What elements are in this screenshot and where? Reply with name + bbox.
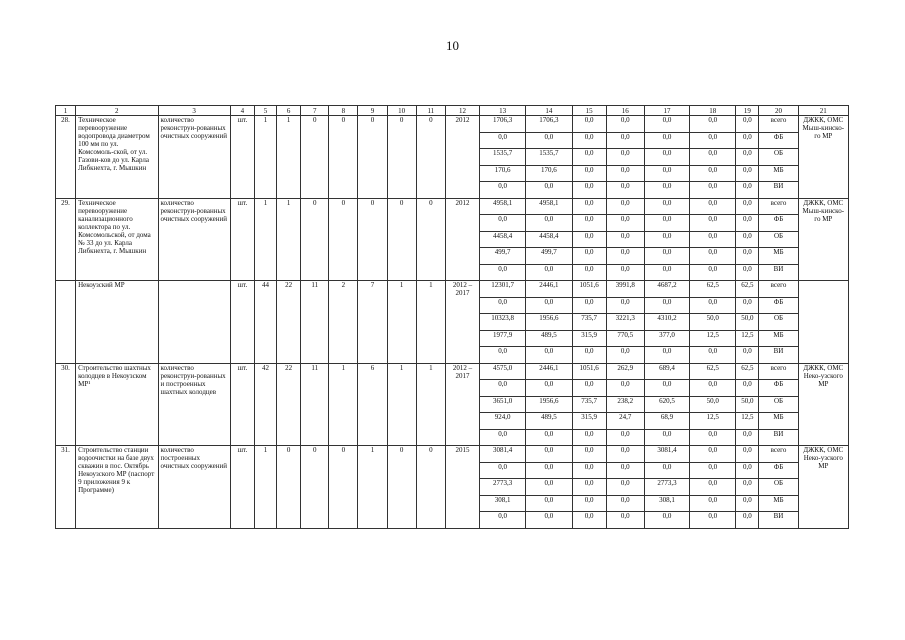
value-cell: 0 — [329, 116, 358, 199]
amount-cell: 0,0 — [526, 429, 572, 446]
amount-cell: 24,7 — [606, 413, 644, 430]
table-row — [56, 116, 849, 133]
amount-cell: 2773,3 — [480, 479, 526, 496]
indicator-name: количество реконструи-рованных очистных сооружений — [158, 198, 230, 281]
amount-cell: 0,0 — [572, 495, 606, 512]
amount-cell: 3081,4 — [480, 446, 526, 463]
amount-cell: 0,0 — [690, 495, 736, 512]
column-number-cell: 16 — [606, 106, 644, 116]
amount-cell: 0,0 — [606, 446, 644, 463]
amount-cell: 0,0 — [644, 297, 689, 314]
funding-source: ВИ — [759, 347, 798, 364]
amount-cell: 0,0 — [572, 215, 606, 232]
column-number-cell: 7 — [301, 106, 329, 116]
amount-cell: 0,0 — [526, 495, 572, 512]
amount-cell: 3651,0 — [480, 396, 526, 413]
table-row — [56, 198, 849, 215]
amount-cell: 924,0 — [480, 413, 526, 430]
amount-cell: 0,0 — [572, 182, 606, 199]
row-number: 31. — [56, 446, 76, 529]
amount-cell: 2446,1 — [526, 281, 572, 298]
amount-cell: 1535,7 — [480, 149, 526, 166]
indicator-name: количество реконструи-рованных и построенных шахтных колодцев — [158, 363, 230, 446]
amount-cell: 0,0 — [644, 347, 689, 364]
amount-cell: 1977,9 — [480, 330, 526, 347]
amount-cell: 68,9 — [644, 413, 689, 430]
value-cell: 0 — [329, 198, 358, 281]
amount-cell: 0,0 — [572, 347, 606, 364]
amount-cell: 2773,3 — [644, 479, 689, 496]
funding-source: ФБ — [759, 380, 798, 397]
amount-cell: 0,0 — [572, 231, 606, 248]
amount-cell: 315,9 — [572, 413, 606, 430]
amount-cell: 689,4 — [644, 363, 689, 380]
amount-cell: 0,0 — [480, 380, 526, 397]
amount-cell: 0,0 — [736, 347, 759, 364]
amount-cell: 0,0 — [572, 446, 606, 463]
amount-cell: 238,2 — [606, 396, 644, 413]
funding-source: МБ — [759, 330, 798, 347]
unit-cell: шт. — [230, 116, 254, 199]
value-cell: 0 — [358, 198, 387, 281]
amount-cell: 0,0 — [736, 462, 759, 479]
column-number-cell: 21 — [798, 106, 848, 116]
item-name: Строительство шахтных колодцев в Некоузском МР¹ — [76, 363, 158, 446]
table-row — [56, 446, 849, 463]
funding-source: МБ — [759, 165, 798, 182]
column-number-cell: 3 — [158, 106, 230, 116]
amount-cell: 308,1 — [644, 495, 689, 512]
amount-cell: 0,0 — [644, 182, 689, 199]
amount-cell: 0,0 — [480, 182, 526, 199]
amount-cell: 0,0 — [526, 297, 572, 314]
column-number-cell: 9 — [358, 106, 387, 116]
amount-cell: 0,0 — [526, 479, 572, 496]
amount-cell: 0,0 — [690, 297, 736, 314]
amount-cell: 0,0 — [736, 231, 759, 248]
amount-cell: 0,0 — [736, 495, 759, 512]
funding-source: ВИ — [759, 429, 798, 446]
amount-cell: 489,5 — [526, 413, 572, 430]
value-cell: 1 — [254, 116, 276, 199]
indicator-name — [158, 281, 230, 364]
amount-cell: 0,0 — [572, 149, 606, 166]
amount-cell: 0,0 — [736, 198, 759, 215]
value-cell: 0 — [387, 198, 416, 281]
funding-source: ОБ — [759, 314, 798, 331]
amount-cell: 0,0 — [690, 165, 736, 182]
amount-cell: 0,0 — [572, 380, 606, 397]
column-number-cell: 17 — [644, 106, 689, 116]
amount-cell: 0,0 — [572, 462, 606, 479]
column-number-cell: 14 — [526, 106, 572, 116]
amount-cell: 0,0 — [690, 132, 736, 149]
amount-cell: 620,5 — [644, 396, 689, 413]
amount-cell: 12,5 — [736, 330, 759, 347]
amount-cell: 0,0 — [606, 495, 644, 512]
amount-cell: 12,5 — [736, 413, 759, 430]
amount-cell: 0,0 — [572, 479, 606, 496]
amount-cell: 3081,4 — [644, 446, 689, 463]
amount-cell: 0,0 — [690, 198, 736, 215]
amount-cell: 0,0 — [736, 297, 759, 314]
value-cell: 1 — [254, 446, 276, 529]
executor-cell: ДЖКК, ОМС Неко-узского МР — [798, 446, 848, 529]
amount-cell: 0,0 — [644, 512, 689, 529]
amount-cell: 0,0 — [644, 248, 689, 265]
item-name: Некоузский МР — [76, 281, 158, 364]
column-number-cell: 1 — [56, 106, 76, 116]
value-cell: 0 — [416, 116, 445, 199]
amount-cell: 12,5 — [690, 330, 736, 347]
amount-cell: 4958,1 — [526, 198, 572, 215]
amount-cell: 0,0 — [526, 182, 572, 199]
executor-cell: ДЖКК, ОМС Неко-узского МР — [798, 363, 848, 446]
funding-source: ОБ — [759, 149, 798, 166]
value-cell: 1 — [387, 281, 416, 364]
amount-cell: 0,0 — [572, 248, 606, 265]
amount-cell: 0,0 — [526, 347, 572, 364]
amount-cell: 0,0 — [480, 429, 526, 446]
period-cell: 2015 — [445, 446, 479, 529]
amount-cell: 0,0 — [572, 512, 606, 529]
amount-cell: 1706,3 — [480, 116, 526, 133]
amount-cell: 0,0 — [736, 380, 759, 397]
row-number: 30. — [56, 363, 76, 446]
amount-cell: 1706,3 — [526, 116, 572, 133]
amount-cell: 0,0 — [736, 248, 759, 265]
amount-cell: 170,6 — [526, 165, 572, 182]
amount-cell: 770,5 — [606, 330, 644, 347]
funding-source: ОБ — [759, 231, 798, 248]
value-cell: 1 — [254, 198, 276, 281]
funding-source: МБ — [759, 413, 798, 430]
amount-cell: 62,5 — [736, 363, 759, 380]
amount-cell: 0,0 — [606, 182, 644, 199]
executor-cell — [798, 281, 848, 364]
amount-cell: 0,0 — [572, 132, 606, 149]
amount-cell: 0,0 — [606, 248, 644, 265]
row-number: 29. — [56, 198, 76, 281]
amount-cell: 0,0 — [480, 512, 526, 529]
funding-source: ВИ — [759, 512, 798, 529]
amount-cell: 0,0 — [526, 264, 572, 281]
amount-cell: 0,0 — [572, 429, 606, 446]
row-number: 28. — [56, 116, 76, 199]
amount-cell: 1956,6 — [526, 314, 572, 331]
value-cell: 0 — [301, 446, 329, 529]
column-number-cell: 8 — [329, 106, 358, 116]
amount-cell: 62,5 — [690, 363, 736, 380]
amount-cell: 0,0 — [606, 479, 644, 496]
column-number-cell: 20 — [759, 106, 798, 116]
amount-cell: 0,0 — [526, 512, 572, 529]
amount-cell: 0,0 — [606, 215, 644, 232]
value-cell: 22 — [277, 281, 301, 364]
table-body — [56, 106, 849, 529]
funding-source: ВИ — [759, 182, 798, 199]
amount-cell: 0,0 — [526, 132, 572, 149]
amount-cell: 0,0 — [690, 182, 736, 199]
funding-source: всего — [759, 198, 798, 215]
amount-cell: 1535,7 — [526, 149, 572, 166]
amount-cell: 0,0 — [480, 264, 526, 281]
executor-cell: ДЖКК, ОМС Мыш-кинско-го МР — [798, 198, 848, 281]
amount-cell: 735,7 — [572, 396, 606, 413]
unit-cell: шт. — [230, 363, 254, 446]
amount-cell: 0,0 — [606, 264, 644, 281]
amount-cell: 0,0 — [736, 149, 759, 166]
column-number-cell: 5 — [254, 106, 276, 116]
amount-cell: 0,0 — [644, 462, 689, 479]
amount-cell: 0,0 — [480, 347, 526, 364]
page-number: 10 — [446, 38, 459, 53]
value-cell: 0 — [301, 116, 329, 199]
column-number-cell: 10 — [387, 106, 416, 116]
funding-source: ФБ — [759, 215, 798, 232]
amount-cell: 2446,1 — [526, 363, 572, 380]
amount-cell: 0,0 — [606, 297, 644, 314]
amount-cell: 0,0 — [644, 429, 689, 446]
amount-cell: 0,0 — [690, 248, 736, 265]
amount-cell: 0,0 — [690, 462, 736, 479]
column-number-cell: 6 — [277, 106, 301, 116]
amount-cell: 4687,2 — [644, 281, 689, 298]
item-name: Строительство станции водоочистки на базе двух скважин в пос. Октябрь Некоузского МР (паспорт 9 приложения 9 к Программе) — [76, 446, 158, 529]
amount-cell: 0,0 — [606, 116, 644, 133]
amount-cell: 170,6 — [480, 165, 526, 182]
funding-source: ОБ — [759, 479, 798, 496]
value-cell: 2 — [329, 281, 358, 364]
column-number-cell: 4 — [230, 106, 254, 116]
value-cell: 0 — [416, 446, 445, 529]
amount-cell: 0,0 — [736, 165, 759, 182]
row-number — [56, 281, 76, 364]
amount-cell: 0,0 — [644, 149, 689, 166]
amount-cell: 3221,3 — [606, 314, 644, 331]
amount-cell: 0,0 — [736, 429, 759, 446]
amount-cell: 0,0 — [606, 512, 644, 529]
amount-cell: 10323,8 — [480, 314, 526, 331]
amount-cell: 0,0 — [644, 165, 689, 182]
column-number-cell: 2 — [76, 106, 158, 116]
funding-source: всего — [759, 281, 798, 298]
amount-cell: 0,0 — [526, 462, 572, 479]
column-number-cell: 15 — [572, 106, 606, 116]
value-cell: 0 — [416, 198, 445, 281]
period-cell: 2012 – 2017 — [445, 363, 479, 446]
value-cell: 1 — [416, 281, 445, 364]
funding-source: ОБ — [759, 396, 798, 413]
amount-cell: 0,0 — [690, 231, 736, 248]
period-cell: 2012 — [445, 198, 479, 281]
amount-cell: 1956,6 — [526, 396, 572, 413]
amount-cell: 0,0 — [606, 429, 644, 446]
item-name: Техническое перевооружение канализационного коллектора по ул. Комсомольской, от дома № 33 до ул. Карла Либкнехта, г. Мышкин — [76, 198, 158, 281]
indicator-name: количество построенных очистных сооружений — [158, 446, 230, 529]
amount-cell: 1051,6 — [572, 281, 606, 298]
amount-cell: 0,0 — [480, 297, 526, 314]
funding-source: всего — [759, 116, 798, 133]
amount-cell: 3991,8 — [606, 281, 644, 298]
amount-cell: 12,5 — [690, 413, 736, 430]
executor-cell: ДЖКК, ОМС Мыш-кинско-го МР — [798, 116, 848, 199]
amount-cell: 499,7 — [480, 248, 526, 265]
period-cell: 2012 – 2017 — [445, 281, 479, 364]
program-table — [55, 105, 849, 529]
amount-cell: 0,0 — [736, 132, 759, 149]
amount-cell: 0,0 — [690, 380, 736, 397]
amount-cell: 4458,4 — [526, 231, 572, 248]
amount-cell: 62,5 — [736, 281, 759, 298]
amount-cell: 0,0 — [606, 198, 644, 215]
amount-cell: 12301,7 — [480, 281, 526, 298]
amount-cell: 0,0 — [736, 182, 759, 199]
value-cell: 0 — [387, 446, 416, 529]
column-number-cell: 13 — [480, 106, 526, 116]
amount-cell: 0,0 — [572, 198, 606, 215]
funding-source: МБ — [759, 495, 798, 512]
table-row — [56, 281, 849, 298]
amount-cell: 377,0 — [644, 330, 689, 347]
amount-cell: 0,0 — [690, 446, 736, 463]
period-cell: 2012 — [445, 116, 479, 199]
amount-cell: 0,0 — [606, 165, 644, 182]
value-cell: 0 — [277, 446, 301, 529]
amount-cell: 0,0 — [572, 165, 606, 182]
amount-cell: 0,0 — [690, 264, 736, 281]
amount-cell: 0,0 — [690, 116, 736, 133]
value-cell: 1 — [277, 198, 301, 281]
amount-cell: 4310,2 — [644, 314, 689, 331]
amount-cell: 0,0 — [572, 297, 606, 314]
amount-cell: 4458,4 — [480, 231, 526, 248]
amount-cell: 0,0 — [644, 116, 689, 133]
value-cell: 0 — [329, 446, 358, 529]
value-cell: 42 — [254, 363, 276, 446]
amount-cell: 0,0 — [690, 149, 736, 166]
amount-cell: 0,0 — [644, 380, 689, 397]
value-cell: 6 — [358, 363, 387, 446]
amount-cell: 0,0 — [480, 132, 526, 149]
amount-cell: 0,0 — [644, 215, 689, 232]
value-cell: 1 — [329, 363, 358, 446]
amount-cell: 308,1 — [480, 495, 526, 512]
funding-source: всего — [759, 363, 798, 380]
amount-cell: 0,0 — [736, 264, 759, 281]
amount-cell: 0,0 — [736, 512, 759, 529]
amount-cell: 0,0 — [606, 462, 644, 479]
amount-cell: 0,0 — [690, 347, 736, 364]
unit-cell: шт. — [230, 198, 254, 281]
amount-cell: 4575,0 — [480, 363, 526, 380]
value-cell: 0 — [358, 116, 387, 199]
amount-cell: 499,7 — [526, 248, 572, 265]
indicator-name: количество реконструи-рованных очистных сооружений — [158, 116, 230, 199]
amount-cell: 62,5 — [690, 281, 736, 298]
column-number-row — [56, 106, 849, 116]
amount-cell: 50,0 — [736, 314, 759, 331]
value-cell: 22 — [277, 363, 301, 446]
amount-cell: 50,0 — [690, 314, 736, 331]
amount-cell: 0,0 — [690, 215, 736, 232]
amount-cell: 0,0 — [644, 231, 689, 248]
amount-cell: 0,0 — [644, 132, 689, 149]
amount-cell: 0,0 — [606, 380, 644, 397]
column-number-cell: 12 — [445, 106, 479, 116]
amount-cell: 50,0 — [736, 396, 759, 413]
funding-source: ФБ — [759, 132, 798, 149]
amount-cell: 0,0 — [644, 198, 689, 215]
amount-cell: 0,0 — [526, 215, 572, 232]
amount-cell: 0,0 — [606, 132, 644, 149]
amount-cell: 0,0 — [526, 446, 572, 463]
column-number-cell: 18 — [690, 106, 736, 116]
funding-source: ФБ — [759, 462, 798, 479]
column-number-cell: 19 — [736, 106, 759, 116]
value-cell: 11 — [301, 281, 329, 364]
value-cell: 1 — [416, 363, 445, 446]
table-row — [56, 363, 849, 380]
value-cell: 11 — [301, 363, 329, 446]
funding-source: ФБ — [759, 297, 798, 314]
amount-cell: 262,9 — [606, 363, 644, 380]
amount-cell: 0,0 — [606, 231, 644, 248]
amount-cell: 0,0 — [690, 479, 736, 496]
amount-cell: 0,0 — [606, 347, 644, 364]
funding-source: всего — [759, 446, 798, 463]
amount-cell: 0,0 — [690, 429, 736, 446]
funding-source: ВИ — [759, 264, 798, 281]
amount-cell: 0,0 — [736, 215, 759, 232]
amount-cell: 489,5 — [526, 330, 572, 347]
value-cell: 0 — [301, 198, 329, 281]
value-cell: 1 — [358, 446, 387, 529]
amount-cell: 0,0 — [572, 264, 606, 281]
item-name: Техническое перевооружение водопровода диаметром 100 мм по ул. Комсомоль-ской, от ул. Газови-ков до ул. Карла Либкнехта, г. Мышкин — [76, 116, 158, 199]
unit-cell: шт. — [230, 446, 254, 529]
value-cell: 7 — [358, 281, 387, 364]
amount-cell: 4958,1 — [480, 198, 526, 215]
amount-cell: 0,0 — [736, 479, 759, 496]
amount-cell: 0,0 — [572, 116, 606, 133]
amount-cell: 0,0 — [606, 149, 644, 166]
funding-source: МБ — [759, 248, 798, 265]
value-cell: 44 — [254, 281, 276, 364]
column-number-cell: 11 — [416, 106, 445, 116]
amount-cell: 50,0 — [690, 396, 736, 413]
amount-cell: 315,9 — [572, 330, 606, 347]
amount-cell: 0,0 — [480, 215, 526, 232]
value-cell: 1 — [387, 363, 416, 446]
amount-cell: 735,7 — [572, 314, 606, 331]
amount-cell: 0,0 — [480, 462, 526, 479]
amount-cell: 0,0 — [690, 512, 736, 529]
amount-cell: 0,0 — [526, 380, 572, 397]
amount-cell: 0,0 — [736, 446, 759, 463]
value-cell: 1 — [277, 116, 301, 199]
amount-cell: 0,0 — [644, 264, 689, 281]
amount-cell: 0,0 — [736, 116, 759, 133]
value-cell: 0 — [387, 116, 416, 199]
amount-cell: 1051,6 — [572, 363, 606, 380]
unit-cell: шт. — [230, 281, 254, 364]
